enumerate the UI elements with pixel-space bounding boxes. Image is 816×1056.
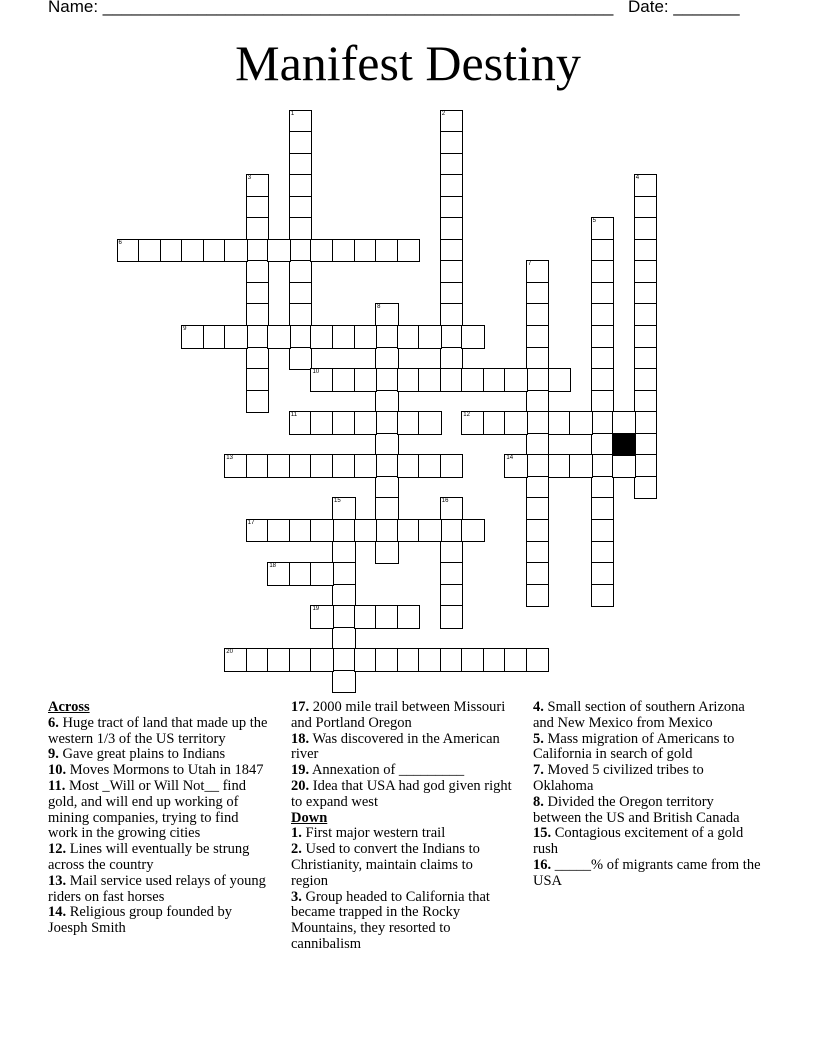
grid-cell[interactable] <box>634 282 658 306</box>
cell-number: 4 <box>635 175 640 182</box>
grid-cell[interactable] <box>526 476 550 500</box>
grid-cell[interactable] <box>440 497 464 521</box>
grid-cell[interactable] <box>440 605 464 629</box>
clue-number: 17. <box>291 699 310 715</box>
grid-cell[interactable] <box>289 260 313 284</box>
clue-number: 3. <box>291 888 302 905</box>
cell-number: 18 <box>269 563 277 570</box>
clue-number: 9. <box>48 746 59 763</box>
grid-cell[interactable] <box>591 476 615 500</box>
grid-cell[interactable] <box>504 648 528 672</box>
grid-cell[interactable] <box>289 239 313 263</box>
grid-cell[interactable] <box>634 433 658 457</box>
clue-across-17 <box>291 700 513 732</box>
grid-cell[interactable] <box>289 282 313 306</box>
grid-cell[interactable] <box>354 648 378 672</box>
grid-cell[interactable] <box>246 239 270 263</box>
grid-cell[interactable] <box>526 519 550 543</box>
grid-cell[interactable] <box>375 303 399 327</box>
cell-number: 13 <box>226 455 233 462</box>
grid-cell[interactable] <box>591 454 615 478</box>
grid-cell[interactable] <box>634 174 658 198</box>
grid-cell[interactable] <box>591 260 615 284</box>
clue-text: Group headed to California that became trapped in the Rocky Mountains, they resorted to cannibalism <box>291 888 490 952</box>
grid-cell[interactable] <box>591 282 615 306</box>
cell-number: 5 <box>592 218 596 225</box>
grid-cell[interactable] <box>397 648 421 672</box>
grid-cell[interactable] <box>548 368 572 392</box>
grid-cell[interactable] <box>461 325 485 349</box>
clue-text: Divided the Oregon territory between the US and British Canada <box>533 793 740 826</box>
grid-cell[interactable] <box>440 260 464 284</box>
grid-cell[interactable] <box>332 584 356 608</box>
grid-cell[interactable] <box>203 239 227 263</box>
clues-column-3 <box>533 700 763 890</box>
grid-cell[interactable] <box>526 497 550 521</box>
grid-cell[interactable] <box>634 476 658 500</box>
grid-cell[interactable] <box>246 174 270 198</box>
grid-cell[interactable] <box>418 519 442 543</box>
clue-down-1 <box>291 826 513 842</box>
cell-number: 14 <box>506 455 514 462</box>
grid-cell[interactable] <box>332 497 356 521</box>
grid-cell[interactable] <box>526 411 550 435</box>
grid-cell[interactable] <box>569 411 593 435</box>
grid-cell[interactable] <box>440 347 464 371</box>
grid-cell[interactable] <box>375 239 399 263</box>
clue-number: 14. <box>48 904 67 921</box>
clue-text: Huge tract of land that made up the western 1/3 of the US territory <box>48 714 268 747</box>
clue-text: Religious group founded by Joesph Smith <box>48 904 233 937</box>
clue-across-18 <box>291 732 513 764</box>
grid-cell[interactable] <box>375 497 399 521</box>
grid-cell[interactable] <box>418 454 442 478</box>
clue-text: _____% of migrants came from the USA <box>533 856 761 889</box>
grid-cell[interactable] <box>181 239 205 263</box>
grid-cell[interactable] <box>440 584 464 608</box>
page-title: Manifest Destiny <box>235 35 581 91</box>
grid-cell[interactable] <box>267 239 291 263</box>
grid-cell[interactable] <box>483 411 507 435</box>
grid-cell[interactable] <box>267 562 291 586</box>
cell-number: 20 <box>226 649 233 656</box>
grid-cell[interactable] <box>224 325 248 349</box>
clue-number: 10. <box>48 762 67 779</box>
grid-cell[interactable] <box>332 605 356 629</box>
grid-cell[interactable] <box>591 433 615 457</box>
grid-cell[interactable] <box>375 541 399 565</box>
grid-cell[interactable] <box>440 519 464 543</box>
grid-cell[interactable] <box>591 390 615 414</box>
clue-number: 7. <box>533 762 544 779</box>
grid-cell[interactable] <box>289 519 313 543</box>
grid-cell[interactable] <box>310 519 334 543</box>
clue-number: 20. <box>291 777 310 794</box>
clue-down-2 <box>291 842 513 889</box>
clue-down-8 <box>533 795 763 827</box>
grid-cell[interactable] <box>634 368 658 392</box>
grid-cell[interactable] <box>397 325 421 349</box>
grid-cell[interactable] <box>332 519 356 543</box>
grid-cell[interactable] <box>310 325 334 349</box>
grid-cell[interactable] <box>160 239 184 263</box>
grid-cell[interactable] <box>310 239 334 263</box>
grid-cell[interactable] <box>440 562 464 586</box>
grid-cell[interactable] <box>440 239 464 263</box>
clue-number: 11. <box>48 777 66 794</box>
clues-column-1 <box>48 700 270 937</box>
grid-cell[interactable] <box>246 325 270 349</box>
grid-cell[interactable] <box>354 325 378 349</box>
grid-cell[interactable] <box>332 562 356 586</box>
grid-cell[interactable] <box>526 282 550 306</box>
grid-cell[interactable] <box>526 648 550 672</box>
grid-cell[interactable] <box>246 390 270 414</box>
grid-cell[interactable] <box>375 411 399 435</box>
clue-across-6 <box>48 716 270 748</box>
clue-number: 13. <box>48 872 67 889</box>
clue-text: Mail service used relays of young riders on fast horses <box>48 872 266 905</box>
clue-text: Most _Will or Will Not__ find gold, and will end up working of mining companies, trying to find work in the growing cities <box>48 777 246 842</box>
cell-number: 19 <box>312 606 320 613</box>
grid-cell[interactable] <box>461 411 485 435</box>
grid-cell[interactable] <box>397 411 421 435</box>
grid-cell[interactable] <box>591 303 615 327</box>
grid-cell[interactable] <box>548 454 572 478</box>
grid-cell[interactable] <box>246 303 270 327</box>
grid-cell[interactable] <box>504 411 528 435</box>
grid-cell[interactable] <box>440 303 464 327</box>
grid-cell[interactable] <box>375 476 399 500</box>
clue-text: Contagious excitement of a gold rush <box>533 825 744 858</box>
grid-cell[interactable] <box>246 196 270 220</box>
grid-cell[interactable] <box>354 239 378 263</box>
grid-cell[interactable] <box>418 648 442 672</box>
grid-cell[interactable] <box>310 368 334 392</box>
block-cell <box>612 433 636 457</box>
grid-cell[interactable] <box>634 325 658 349</box>
grid-cell[interactable] <box>354 368 378 392</box>
grid-cell[interactable] <box>526 303 550 327</box>
grid-cell[interactable] <box>375 390 399 414</box>
grid-cell[interactable] <box>397 368 421 392</box>
grid-cell[interactable] <box>634 196 658 220</box>
grid-cell[interactable] <box>375 454 399 478</box>
grid-cell[interactable] <box>310 562 334 586</box>
grid-cell[interactable] <box>634 260 658 284</box>
cell-number: 7 <box>527 261 532 268</box>
grid-cell[interactable] <box>397 519 421 543</box>
clue-across-11 <box>48 779 270 842</box>
grid-cell[interactable] <box>224 454 248 478</box>
grid-cell[interactable] <box>332 648 356 672</box>
clue-text: First major western trail <box>301 825 446 842</box>
grid-cell[interactable] <box>526 454 550 478</box>
clue-text: Small section of southern Arizona and New Mexico from Mexico <box>533 699 745 731</box>
grid-cell[interactable] <box>181 325 205 349</box>
cell-number: 1 <box>290 110 295 117</box>
grid-cell[interactable] <box>591 325 615 349</box>
clues-column-2 <box>291 700 513 953</box>
clue-number: 8. <box>533 793 544 810</box>
grid-cell[interactable] <box>289 325 313 349</box>
grid-cell[interactable] <box>418 325 442 349</box>
grid-cell[interactable] <box>591 217 615 241</box>
grid-cell[interactable] <box>591 497 615 521</box>
grid-cell[interactable] <box>246 282 270 306</box>
cell-number: 15 <box>334 498 341 505</box>
grid-cell[interactable] <box>267 454 291 478</box>
grid-cell[interactable] <box>440 217 464 241</box>
clue-across-19 <box>291 763 513 779</box>
crossword-grid <box>117 110 657 695</box>
grid-cell[interactable] <box>612 411 636 435</box>
clue-number: 18. <box>291 730 310 747</box>
grid-cell[interactable] <box>289 347 313 371</box>
grid-cell[interactable] <box>634 239 658 263</box>
grid-cell[interactable] <box>203 325 227 349</box>
grid-cell[interactable] <box>289 131 313 155</box>
grid-cell[interactable] <box>591 411 615 435</box>
grid-cell[interactable] <box>461 368 485 392</box>
clue-down-16 <box>533 858 763 890</box>
grid-cell[interactable] <box>397 605 421 629</box>
grid-cell[interactable] <box>440 454 464 478</box>
grid-cell[interactable] <box>332 239 356 263</box>
across-heading: Across <box>48 699 90 715</box>
grid-cell[interactable] <box>591 368 615 392</box>
grid-cell[interactable] <box>332 325 356 349</box>
grid-cell[interactable] <box>440 325 464 349</box>
grid-cell[interactable] <box>526 562 550 586</box>
clue-number: 15. <box>533 825 552 842</box>
grid-cell[interactable] <box>634 217 658 241</box>
grid-cell[interactable] <box>591 541 615 565</box>
grid-cell[interactable] <box>440 110 464 134</box>
clue-across-14 <box>48 905 270 937</box>
clue-number: 6. <box>48 714 59 731</box>
grid-cell[interactable] <box>483 648 507 672</box>
grid-cell[interactable] <box>440 131 464 155</box>
grid-cell[interactable] <box>591 347 615 371</box>
grid-cell[interactable] <box>591 239 615 263</box>
cell-number: 2 <box>441 110 446 117</box>
cell-number: 8 <box>377 304 381 311</box>
grid-cell[interactable] <box>504 368 528 392</box>
grid-cell[interactable] <box>246 368 270 392</box>
clue-text: Moved 5 civilized tribes to Oklahoma <box>533 762 704 794</box>
grid-cell[interactable] <box>332 541 356 565</box>
grid-cell[interactable] <box>461 648 485 672</box>
grid-cell[interactable] <box>634 390 658 414</box>
grid-cell[interactable] <box>289 110 313 134</box>
grid-cell[interactable] <box>440 368 464 392</box>
clue-down-15 <box>533 826 763 858</box>
clue-number: 2. <box>291 841 302 858</box>
grid-cell[interactable] <box>354 454 378 478</box>
clue-number: 5. <box>533 730 544 747</box>
grid-cell[interactable] <box>440 282 464 306</box>
grid-cell[interactable] <box>440 648 464 672</box>
grid-cell[interactable] <box>375 433 399 457</box>
down-heading: Down <box>291 809 328 826</box>
grid-cell[interactable] <box>526 325 550 349</box>
grid-cell[interactable] <box>634 303 658 327</box>
clue-text: Idea that USA had god given right to expand west <box>291 777 512 810</box>
grid-cell[interactable] <box>246 347 270 371</box>
grid-cell[interactable] <box>526 584 550 608</box>
grid-cell[interactable] <box>138 239 162 263</box>
grid-cell[interactable] <box>289 454 313 478</box>
grid-cell[interactable] <box>224 648 248 672</box>
grid-cell[interactable] <box>634 411 658 435</box>
grid-cell[interactable] <box>246 648 270 672</box>
grid-cell[interactable] <box>526 368 550 392</box>
grid-cell[interactable] <box>591 519 615 543</box>
grid-cell[interactable] <box>375 347 399 371</box>
grid-cell[interactable] <box>267 519 291 543</box>
grid-cell[interactable] <box>332 627 356 651</box>
grid-cell[interactable] <box>548 411 572 435</box>
grid-cell[interactable] <box>526 433 550 457</box>
cell-number: 11 <box>290 412 298 419</box>
cell-number: 16 <box>441 498 449 505</box>
grid-cell[interactable] <box>310 454 334 478</box>
clue-text: Gave great plains to Indians <box>58 746 226 763</box>
grid-cell[interactable] <box>310 605 334 629</box>
clue-number: 16. <box>533 856 552 873</box>
clue-text: 2000 mile trail between Missouri and Portland Oregon <box>291 699 506 731</box>
grid-cell[interactable] <box>246 217 270 241</box>
grid-cell[interactable] <box>440 174 464 198</box>
grid-cell[interactable] <box>332 368 356 392</box>
grid-cell[interactable] <box>332 454 356 478</box>
clue-text: Annexation of _________ <box>309 762 465 779</box>
clue-across-10 <box>48 763 270 779</box>
grid-cell[interactable] <box>526 260 550 284</box>
date-field[interactable]: Date: _______ <box>628 0 740 16</box>
grid-cell[interactable] <box>267 325 291 349</box>
cell-number: 3 <box>247 175 252 182</box>
grid-cell[interactable] <box>289 303 313 327</box>
grid-cell[interactable] <box>440 196 464 220</box>
grid-cell[interactable] <box>289 217 313 241</box>
grid-cell[interactable] <box>289 196 313 220</box>
grid-cell[interactable] <box>634 347 658 371</box>
header <box>0 0 816 22</box>
grid-cell[interactable] <box>375 648 399 672</box>
clue-number: 1. <box>291 825 302 842</box>
grid-cell[interactable] <box>289 562 313 586</box>
clue-across-9 <box>48 747 270 763</box>
clue-text: Moves Mormons to Utah in 1847 <box>66 762 264 779</box>
clue-across-20 <box>291 779 513 811</box>
grid-cell[interactable] <box>440 541 464 565</box>
grid-cell[interactable] <box>289 174 313 198</box>
grid-cell[interactable] <box>332 670 356 694</box>
grid-cell[interactable] <box>310 411 334 435</box>
clue-number: 12. <box>48 841 67 858</box>
grid-cell[interactable] <box>375 325 399 349</box>
grid-cell[interactable] <box>612 454 636 478</box>
clue-number: 19. <box>291 762 310 779</box>
grid-cell[interactable] <box>569 454 593 478</box>
grid-cell[interactable] <box>310 648 334 672</box>
grid-cell[interactable] <box>289 153 313 177</box>
grid-cell[interactable] <box>526 347 550 371</box>
grid-cell[interactable] <box>289 648 313 672</box>
clue-across-12 <box>48 842 270 874</box>
grid-cell[interactable] <box>375 519 399 543</box>
grid-cell[interactable] <box>224 239 248 263</box>
cell-number: 12 <box>463 412 470 419</box>
cell-number: 17 <box>247 519 255 526</box>
clue-down-7 <box>533 763 763 795</box>
clue-number: 4. <box>533 699 544 715</box>
clue-down-3 <box>291 890 513 953</box>
clue-text: Used to convert the Indians to Christianity, maintain claims to region <box>291 841 480 889</box>
grid-cell[interactable] <box>246 519 270 543</box>
grid-cell[interactable] <box>526 541 550 565</box>
grid-cell[interactable] <box>591 584 615 608</box>
grid-cell[interactable] <box>354 411 378 435</box>
grid-cell[interactable] <box>440 153 464 177</box>
cell-number: 6 <box>118 239 122 246</box>
grid-cell[interactable] <box>634 454 658 478</box>
clue-text: Was discovered in the American river <box>291 730 500 763</box>
grid-cell[interactable] <box>354 519 378 543</box>
grid-cell[interactable] <box>267 648 291 672</box>
grid-cell[interactable] <box>504 454 528 478</box>
name-field[interactable]: Name: ______________________________________________________ <box>48 0 614 16</box>
grid-cell[interactable] <box>397 239 421 263</box>
grid-cell[interactable] <box>483 368 507 392</box>
grid-cell[interactable] <box>354 605 378 629</box>
clue-down-5 <box>533 732 763 764</box>
clue-text: Lines will eventually be strung across the country <box>48 841 250 873</box>
clue-text: Mass migration of Americans to California in search of gold <box>533 730 735 763</box>
cell-number: 9 <box>183 326 187 332</box>
grid-cell[interactable] <box>375 605 399 629</box>
cell-number: 10 <box>312 369 320 376</box>
grid-cell[interactable] <box>375 368 399 392</box>
clue-across-13 <box>48 874 270 906</box>
clue-down-4 <box>533 700 763 732</box>
grid-cell[interactable] <box>418 411 442 435</box>
grid-cell[interactable] <box>289 411 313 435</box>
grid-cell[interactable] <box>397 454 421 478</box>
grid-cell[interactable] <box>461 519 485 543</box>
grid-cell[interactable] <box>418 368 442 392</box>
grid-cell[interactable] <box>526 390 550 414</box>
grid-cell[interactable] <box>332 411 356 435</box>
grid-cell[interactable] <box>117 239 141 263</box>
grid-cell[interactable] <box>591 562 615 586</box>
grid-cell[interactable] <box>246 454 270 478</box>
grid-cell[interactable] <box>246 260 270 284</box>
